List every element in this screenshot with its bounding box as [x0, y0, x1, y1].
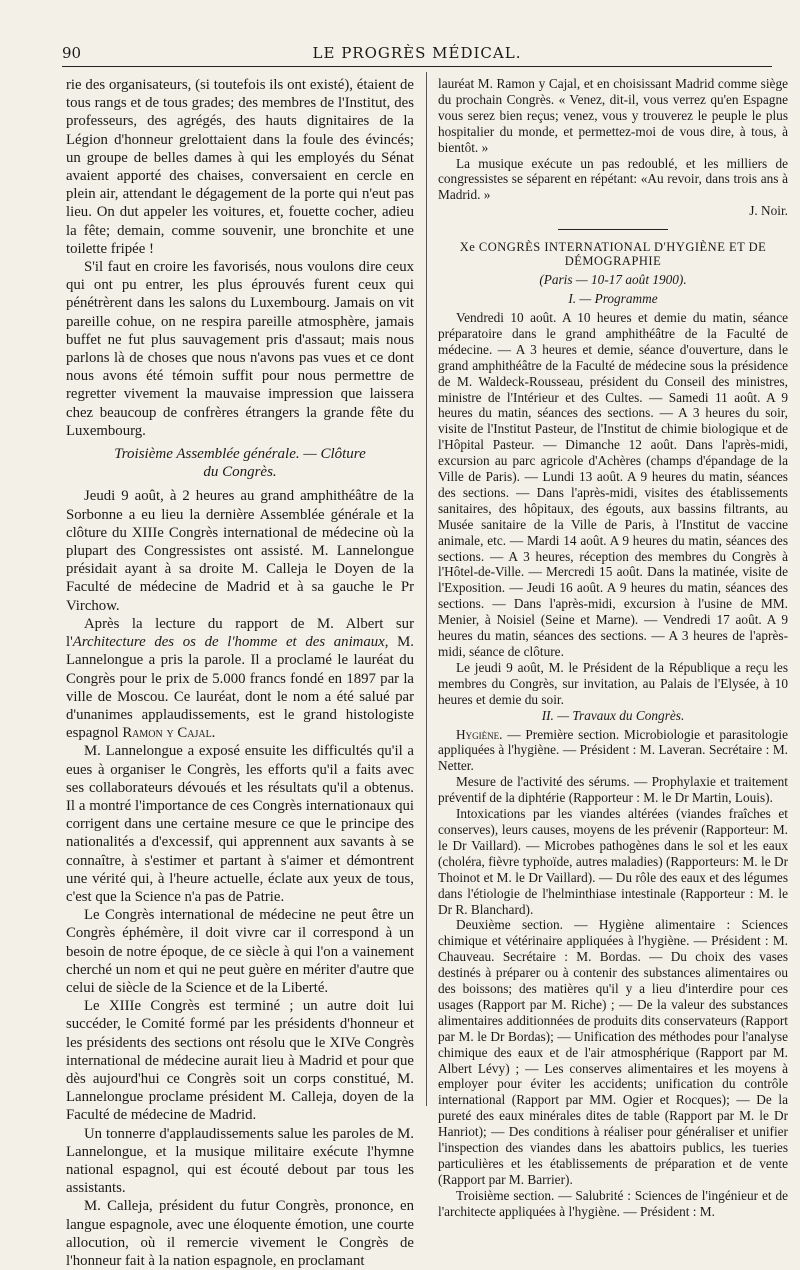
- paragraph: La musique exécute un pas redoublé, et les milliers de congressistes se séparent en répétant: «Au revoir, dans trois ans à Madrid. »: [438, 155, 788, 203]
- programme-heading: I. — Programme: [568, 291, 658, 307]
- paragraph: lauréat M. Ramon y Cajal, et en choisissant Madrid comme siège du prochain Congrès. « Venez, dit-il, vous verrez qu'en Espagne vous serez bien reçus; venez, vous y trouverez le peuple le plus hospitalier du monde, et permettez-moi de vous dire, à tous, à bientôt. »: [438, 76, 788, 155]
- paragraph: M. Lannelongue a exposé ensuite les difficultés qu'il a eues à organiser le Congrès, les efforts qu'il a faits avec ses collaborateurs dévoués et les résultats qu'il a obtenus. Il a montré l'importance de ces Congrès internationaux qui corrigent dans une certaine mesure ce que le principe des nationalités a d'excessif, qui apprennent aux savants à se connaître, à s'estimer et partant à s'aimer et démontrent une vérité qui, à l'heure actuelle, éclate aux yeux de tous, c'est que la Science n'a pas de Patrie.: [66, 743, 414, 905]
- paragraph: Le XIIIe Congrès est terminé ; un autre doit lui succéder, le Comité formé par les présidents d'honneur et les présidents des sections ont résolu que le XIVe Congrès international de médecine aurait lieu à Madrid et pour que dès aujourd'hui ce Congrès soit un corps constitué, M. Lannelongue proclame président M. Calleja, doyen de la Faculté de médecine de Madrid.: [66, 998, 414, 1124]
- text-run: — Première section. Microbiologie et parasitologie appliquées à l'hygiène. — Président : M. Laveran. Secrétaire : M. Netter.: [438, 726, 788, 774]
- paragraph: Mesure de l'activité des sérums. — Prophylaxie et traitement préventif de la diphtérie (Rapporteur : M. le Dr Martin, Louis).: [438, 774, 788, 806]
- text-run: , M. Lannelongue a pris la parole. Il a proclamé le lauréat du Congrès pour le prix de 5.000 francs fondé en 1897 par la ville de Moscou. Ce lauréat, dont le nom a été salué par d'unanimes applaudissements, est le grand histologiste espagnol: [66, 634, 414, 742]
- text-run: .: [211, 725, 216, 742]
- paragraph: Troisième section. — Salubrité : Sciences de l'ingénieur et de l'architecte appliquées à l'hygiène. — Président : M.: [438, 1187, 788, 1219]
- paragraph: M. Calleja, président du futur Congrès, prononce, en langue espagnole, avec une éloquente émotion, une courte allocution, où il remercie vivement le Congrès de l'honneur fait à la nation espagnole, en proclamant: [66, 1198, 414, 1269]
- paragraph: Vendredi 10 août. A 10 heures et demie du matin, séance préparatoire dans le grand amphithéâtre de la Faculté de médecine. — A 3 heures et demie, séance d'ouverture, dans le grand amphithéâtre de la Faculté de médecine sous la présidence de M. Waldeck-Rousseau, président du Conseil des ministres, ministre de l'Intérieur et des Cultes. — Samedi 11 août. A 9 heures du matin, séances des sections. — A 3 heures du soir, visite de l'Institut Pasteur, de l'Institut de chimie biologique et de l'Hôpital Pasteur. — Dimanche 12 août. Dans l'après-midi, excursion au parc agricole d'Achères (champs d'épandage de la Ville de Paris). — Lundi 13 août. A 9 heures du matin, séances des sections. — Dans l'après-midi, visites des établissements sanitaires, des hôpitaux, des égouts, aux bassins filtrants, au Musée sanitaire de la Ville de Paris, à l'Institut de vaccine animale, etc. — Mardi 14 août. A 9 heures du matin, séances des sections. — A 3 heures, réception des membres du Congrès à l'Hôtel-de-Ville. — Mercredi 15 août. Dans la matinée, visite de l'Exposition. — Jeudi 16 août. A 9 heures du matin, séances des sections. — Dans l'après-midi, excursion à l'usine de MM. Menier, à Noisiel (Seine et Marne). — Vendredi 17 août. A 9 heures du matin, séances des sections. — A 3 heures de l'après-midi, séance de clôture.: [438, 309, 788, 659]
- paragraph: Le Congrès international de médecine ne peut être un Congrès éphémère, il doit vivre car il correspond à un besoin de notre époque, de ce siècle à qui l'on a vainement cherché un nom et qui ne peut guère en mériter d'autre que celui de siècle de la Science et de la Liberté.: [66, 907, 414, 996]
- section-subheading: [66, 445, 414, 481]
- section-rule: [558, 229, 668, 230]
- page-number: 90: [62, 44, 82, 62]
- page-header: [62, 44, 772, 67]
- author-signature: J. Noir.: [749, 203, 788, 219]
- paragraph: Un tonnerre d'applaudissements salue les paroles de M. Lannelongue, et la musique militaire exécute l'hymne national espagnol, qui est écouté debout par tous les assistants.: [66, 1125, 414, 1197]
- subheading-line: du Congrès.: [203, 464, 277, 481]
- paragraph: [438, 727, 788, 775]
- paragraph: Deuxième section. — Hygiène alimentaire : Sciences chimique et vétérinaire appliquées à l'hygiène. — Président : M. Chauveau. Secrétaire : M. Bordas. — Du choix des vases destinés à préparer ou à contenir des substances alimentaires ou des boissons; des matières qu'il y a lieu d'interdire pour ces usages (Rapport par M. Riche) ; — De la valeur des substances alimentaires additionnées de produits dits conservateurs (Rapport par M. le Dr Bordas); — Unification des méthodes pour l'analyse chimique des eaux et de l'air atmosphérique (Rapport par M. Albert Lévy) ; — Les conserves alimentaires et les moyens à employer pour éviter les accidents; unification du contrôle international (Rapport par MM. Ogier et Rocques); — De la pureté des eaux minérales dites de table (Rapport par M. le Dr Hanriot); — Des conditions à réaliser pour généraliser et unifier l'inspection des viandes dans les abattoirs publics, les tueries particulières et les établissements de préparation et de vente (Rapport par M. Barrier).: [438, 917, 788, 1187]
- congress-dates: (Paris — 10-17 août 1900).: [539, 272, 687, 288]
- paragraph: Le jeudi 9 août, M. le Président de la République a reçu les membres du Congrès, sur invitation, au Palais de l'Elysée, à 10 heures et demie du soir.: [438, 659, 788, 707]
- hygiene-label: Hygiène.: [456, 726, 503, 742]
- paragraph: rie des organisateurs, (si toutefois ils ont existé), étaient de tous rangs et de tous grades; des membres de l'Institut, des professeurs, des agrégés, des hauts dignitaires de la Légion d'honneur grelottaient dans la foule des évincés; un groupe de belles dames à qui les employés du Sénat avaient apporté des chaises, conversaient en cercle en plein air, attendant le dégagement de la porte qui n'eut pas lieu. On dut appeler les voitures, et, fouette cocher, adieu la fête; demain, comme souvenir, une bronchite et une toilette fripée !: [66, 77, 414, 257]
- paragraph: Jeudi 9 août, à 2 heures au grand amphithéâtre de la Sorbonne a eu lieu la dernière Assemblée générale et la clôture du XIIIe Congrès international de médecine où la plupart des Congressistes ont assisté. M. Lannelongue présidait ayant à sa droite M. Calleja le Doyen de la Faculté de médecine de Madrid et à sa gauche le Pr Virchow.: [66, 488, 414, 614]
- person-name: Ramon y Cajal: [122, 725, 212, 742]
- text-run: Après la lecture du rapport de M. Albert sur l': [66, 615, 414, 651]
- right-column: [438, 76, 788, 1220]
- book-title: Architecture des os de l'homme et des animaux: [72, 634, 385, 651]
- paragraph: [66, 615, 414, 742]
- congress-title: Xe CONGRÈS INTERNATIONAL D'HYGIÈNE ET DE DÉMOGRAPHIE: [459, 240, 767, 269]
- paragraph: S'il faut en croire les favorisés, nous voulons dire ceux qui ont pu entrer, les plus éprouvés furent ceux qui pénétrèrent dans les salons du Luxembourg. Jamais on vit pareille cohue, on ne respira pareille atmosphère, jamais buffet ne fut plus sauvagement pris d'assaut; mais nous parlons là de choses que nous n'avons pas vues et ce dont nous avons été témoin suffit pour nous permettre de regretter vivement la mauvaise impression que laissera chez beaucoup de confrères étrangers la grande fête du Luxembourg.: [66, 259, 414, 439]
- column-divider: [426, 72, 427, 1106]
- travaux-heading: II. — Travaux du Congrès.: [541, 707, 685, 723]
- subheading-line: Troisième Assemblée générale. — Clôture: [114, 446, 366, 463]
- paragraph: Intoxications par les viandes altérées (viandes fraîches et conserves), leurs causes, moyens de les prévenir (Rapporteur: M. le Dr Vaillard). — Microbes pathogènes dans le sol et les eaux (choléra, fièvre typhoïde, autres maladies) (Rapporteurs: M. le Dr Thoinot et M. le Dr Vaillard). — Du rôle des eaux et des légumes dans l'étiologie de l'helminthiase intestinale (Rapporteur : M. le Dr R. Blanchard).: [438, 806, 788, 917]
- left-column: [66, 76, 414, 1270]
- running-title: LE PROGRÈS MÉDICAL.: [312, 44, 522, 62]
